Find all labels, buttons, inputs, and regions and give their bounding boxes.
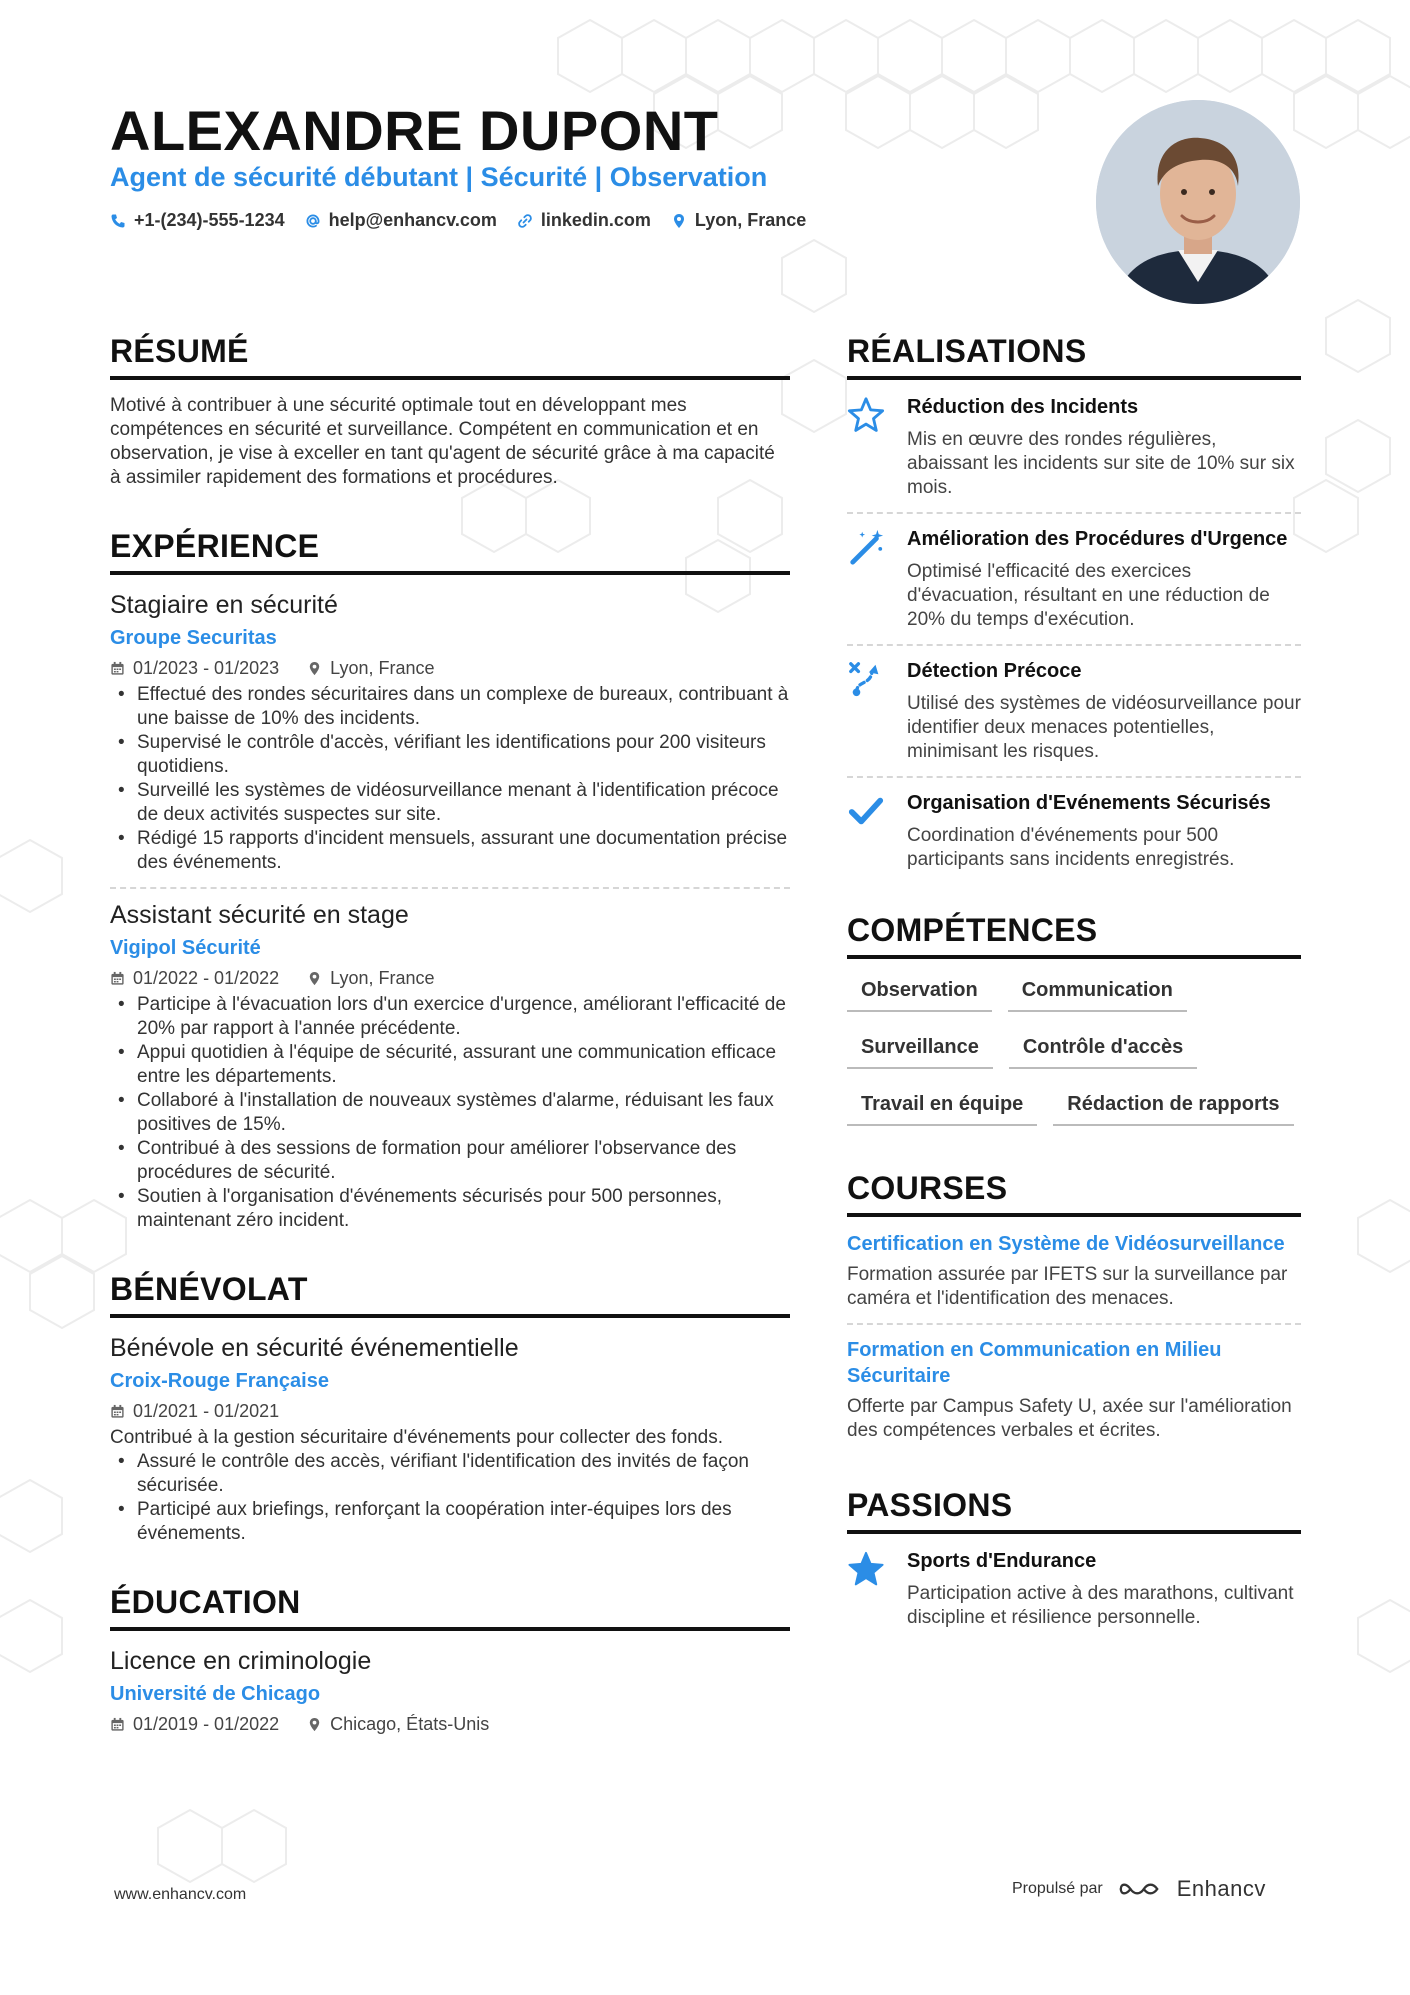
bullet-item: • Contribué à des sessions de formation pour améliorer l'observance des procédures de sécurité. (110, 1137, 790, 1185)
job-dates-text: 01/2023 - 01/2023 (133, 658, 280, 678)
education-degree: Licence en criminologie (110, 1647, 372, 1675)
achievement-text: Coordination d'événements pour 500 participants sans incidents enregistrés. (907, 825, 1235, 870)
job-dates-text: 01/2022 - 01/2022 (133, 968, 280, 988)
contact-phone[interactable] (110, 210, 285, 231)
contact-email[interactable] (305, 210, 497, 231)
achievement-text: Optimisé l'efficacité des exercices d'évacuation, résultant en une réduction de 20% du temps d'exécution. (907, 561, 1270, 630)
skills-section (847, 912, 1301, 1126)
skill-tag: Rédaction de rapports (1053, 1091, 1293, 1126)
achievement-title: Amélioration des Procédures d'Urgence (907, 528, 1288, 550)
job-meta (110, 968, 790, 989)
contact-location-text: Lyon, France (694, 210, 807, 230)
footer-website[interactable]: www.enhancv.com (114, 1886, 247, 1903)
calendar-icon (110, 661, 125, 676)
bullet-item: • Soutien à l'organisation d'événements sécurisés pour 500 personnes, maintenant zéro incident. (110, 1185, 790, 1233)
calendar-icon (110, 971, 125, 986)
passion-text: Participation active à des marathons, cultivant discipline et résilience personnelle. (907, 1583, 1294, 1628)
job-title: Stagiaire en sécurité (110, 591, 338, 619)
job-company: Vigipol Sécurité (110, 937, 261, 959)
contact-list (110, 210, 806, 231)
magic-wand-icon (847, 528, 885, 566)
achievements-heading: RÉALISATIONS (847, 333, 1301, 380)
star-outline-icon (847, 396, 885, 434)
education-section (110, 1584, 790, 1735)
job-location (307, 658, 434, 679)
volunteer-dates-text: 01/2021 - 01/2021 (133, 1401, 280, 1421)
contact-location (671, 210, 806, 231)
experience-heading: EXPÉRIENCE (110, 528, 790, 575)
enhancv-logo-icon (1117, 1877, 1163, 1901)
achievement-text: Utilisé des systèmes de vidéosurveillance pour identifier deux menaces potentielles, minimisant les risques. (907, 693, 1301, 762)
skill-tag: Observation (847, 977, 992, 1012)
entry-divider (110, 887, 790, 889)
achievement-item (847, 658, 1301, 764)
achievement-title: Réduction des Incidents (907, 396, 1139, 418)
education-location (307, 1714, 489, 1735)
bullet-item: • Assuré le contrôle des accès, vérifiant l'identification des invités de façon sécurisée. (110, 1450, 790, 1498)
job-dates (110, 968, 279, 989)
education-school: Université de Chicago (110, 1683, 321, 1705)
bullet-item: • Participe à l'évacuation lors d'un exercice d'urgence, améliorant l'efficacité de 20% par rapport à l'année précédente. (110, 993, 790, 1041)
courses-heading: COURSES (847, 1170, 1301, 1217)
right-column (847, 333, 1301, 1630)
achievement-title: Détection Précoce (907, 660, 1082, 682)
summary-heading: RÉSUMÉ (110, 333, 790, 380)
passions-section (847, 1487, 1301, 1630)
skill-tag: Travail en équipe (847, 1091, 1037, 1126)
contact-linkedin[interactable] (517, 210, 651, 231)
achievement-item (847, 394, 1301, 500)
job-location (307, 968, 434, 989)
phone-icon (110, 213, 126, 229)
star-filled-icon (847, 1550, 885, 1588)
checkmark-icon (847, 792, 885, 830)
entry-divider (847, 644, 1301, 646)
education-location-text: Chicago, États-Unis (330, 1714, 490, 1734)
job-bullets (110, 993, 790, 1233)
experience-entry (110, 899, 790, 1233)
achievement-title: Organisation d'Evénements Sécurisés (907, 792, 1271, 814)
job-dates (110, 658, 279, 679)
passion-item (847, 1548, 1301, 1630)
course-item (847, 1231, 1301, 1311)
skill-tag: Contrôle d'accès (1009, 1034, 1197, 1069)
passions-heading: PASSIONS (847, 1487, 1301, 1534)
strategy-icon (847, 660, 885, 698)
volunteer-role: Bénévole en sécurité événementielle (110, 1334, 519, 1362)
job-location-text: Lyon, France (330, 658, 435, 678)
candidate-tagline: Agent de sécurité débutant | Sécurité | Observation (110, 162, 768, 192)
achievement-text: Mis en œuvre des rondes régulières, abaissant les incidents sur site de 10% sur six mois. (907, 429, 1295, 498)
education-heading: ÉDUCATION (110, 1584, 790, 1631)
summary-section (110, 333, 790, 490)
volunteer-heading: BÉNÉVOLAT (110, 1271, 790, 1318)
job-company: Groupe Securitas (110, 627, 277, 649)
job-meta (110, 658, 790, 679)
bullet-item: • Supervisé le contrôle d'accès, vérifiant les identifications pour 200 visiteurs quotidiens. (110, 731, 790, 779)
volunteer-intro: Contribué à la gestion sécuritaire d'événements pour collecter des fonds. (110, 1427, 724, 1448)
contact-linkedin-text: linkedin.com (540, 210, 651, 230)
contact-phone-text: +1-(234)-555-1234 (134, 210, 285, 230)
entry-divider (847, 1323, 1301, 1325)
education-dates-text: 01/2019 - 01/2022 (133, 1714, 280, 1734)
left-column (110, 333, 790, 1739)
achievement-item (847, 526, 1301, 632)
skill-tag: Communication (1008, 977, 1187, 1012)
profile-photo (1096, 100, 1300, 304)
powered-by-label: Propulsé par (1012, 1880, 1103, 1897)
entry-divider (847, 512, 1301, 514)
candidate-name: ALEXANDRE DUPONT (110, 99, 719, 162)
course-item (847, 1337, 1301, 1443)
volunteer-bullets (110, 1450, 790, 1546)
job-title: Assistant sécurité en stage (110, 901, 409, 929)
volunteer-section (110, 1271, 790, 1546)
bullet-item: • Surveillé les systèmes de vidéosurveillance menant à l'identification précoce de deux activités suspectes sur site. (110, 779, 790, 827)
skills-list (847, 977, 1301, 1126)
bullet-item: • Collaboré à l'installation de nouveaux systèmes d'alarme, réduisant les faux positives de 15%. (110, 1089, 790, 1137)
at-sign-icon (305, 213, 321, 229)
brand-name: Enhancv (1176, 1876, 1266, 1901)
bullet-item: • Participé aux briefings, renforçant la coopération inter-équipes lors des événements. (110, 1498, 790, 1546)
volunteer-dates (110, 1401, 279, 1422)
course-title: Certification en Système de Vidéosurveillance (847, 1233, 1285, 1255)
experience-entry (110, 589, 790, 875)
achievements-section (847, 333, 1301, 872)
link-icon (517, 213, 533, 229)
passion-title: Sports d'Endurance (907, 1550, 1097, 1572)
education-meta (110, 1714, 790, 1735)
bullet-item: • Effectué des rondes sécuritaires dans un complexe de bureaux, contribuant à une baisse de 10% des incidents. (110, 683, 790, 731)
profile-avatar-icon (1096, 100, 1300, 304)
summary-text: Motivé à contribuer à une sécurité optimale tout en développant mes compétences en sécurité et surveillance. Compétent en communication et en observation, je vise à exceller en tant qu'agent de sécurité grâce à ma capacité à assimiler rapidement des formations et procédures. (110, 395, 775, 488)
volunteer-meta (110, 1401, 790, 1422)
contact-email-text: help@enhancv.com (328, 210, 497, 230)
bullet-item: • Rédigé 15 rapports d'incident mensuels, assurant une documentation précise des événements. (110, 827, 790, 875)
courses-section (847, 1170, 1301, 1443)
entry-divider (847, 776, 1301, 778)
skill-tag: Surveillance (847, 1034, 993, 1069)
calendar-icon (110, 1717, 125, 1732)
experience-section (110, 528, 790, 1233)
location-pin-icon (307, 971, 322, 986)
course-text: Formation assurée par IFETS sur la surveillance par caméra et l'identification des menaces. (847, 1264, 1288, 1309)
location-pin-icon (671, 213, 687, 229)
bullet-item: • Appui quotidien à l'équipe de sécurité, assurant une communication efficace entre les départements. (110, 1041, 790, 1089)
location-pin-icon (307, 1717, 322, 1732)
job-bullets (110, 683, 790, 875)
course-text: Offerte par Campus Safety U, axée sur l'amélioration des compétences verbales et écrites. (847, 1396, 1292, 1441)
job-location-text: Lyon, France (330, 968, 435, 988)
location-pin-icon (307, 661, 322, 676)
education-dates (110, 1714, 279, 1735)
achievement-item (847, 790, 1301, 872)
volunteer-org: Croix-Rouge Française (110, 1370, 329, 1392)
footer-branding[interactable] (1012, 1876, 1266, 1902)
calendar-icon (110, 1404, 125, 1419)
skills-heading: COMPÉTENCES (847, 912, 1301, 959)
course-title: Formation en Communication en Milieu Sécuritaire (847, 1339, 1222, 1387)
